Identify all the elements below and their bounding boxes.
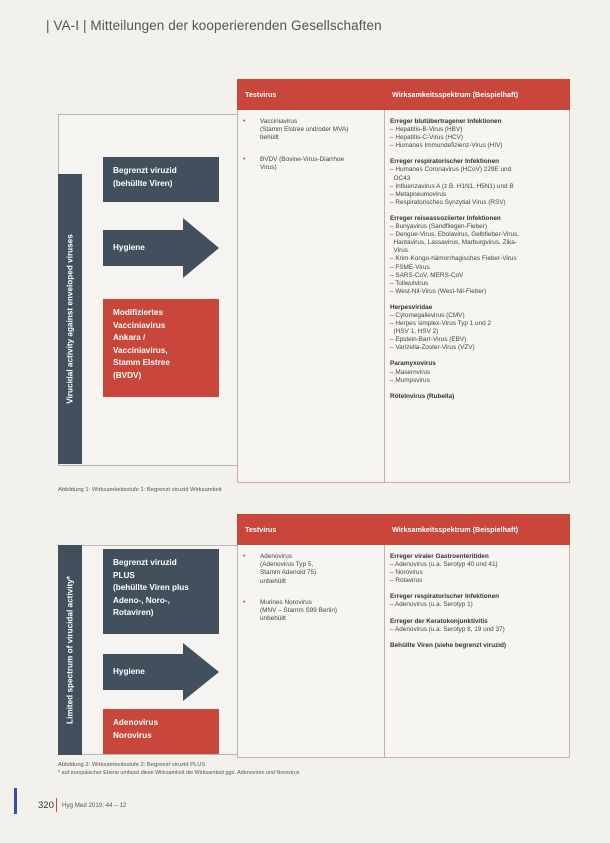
arrow-label: Hygiene <box>113 243 145 252</box>
spectrum-line: – Humanes Immundefizienz-Virus (HIV) <box>390 142 503 150</box>
spectrum-line: – Cytomegalievirus (CMV) <box>390 311 465 319</box>
test-item: • Murines Norovirus (MNV – Stamm S99 Berlin) unbehüllt <box>240 599 382 624</box>
spectrum-line: Hantavirus, Lassavirus, Marburgvirus, Zika- <box>390 239 517 247</box>
spectrum-line: – Dengue-Virus, Ebolavirus, Gelbfieber-Virus, <box>390 231 520 239</box>
spectrum-line: – Adenovirus (u.a. Serotyp 40 und 41) <box>390 561 498 569</box>
spectrum-line: – West-Nil-Virus (West-Nil-Fieber) <box>390 287 487 295</box>
spectrum-group <box>390 360 568 384</box>
spectrum-list <box>390 118 568 409</box>
spectrum-line: – Bunyavirus (Sandfliegen-Fieber) <box>390 223 487 231</box>
spectrum-line: – FSME-Virus <box>390 263 430 271</box>
vertical-label-bar <box>58 174 82 464</box>
spectrum-line: OC43 <box>390 174 411 182</box>
spectrum-group <box>390 642 568 650</box>
spectrum-line: – Adenovirus (u.a. Serotyp 1) <box>390 601 473 609</box>
spectrum-group <box>390 593 568 609</box>
spectrum-group-title: Erreger respiratorischer Infektionen <box>390 593 500 601</box>
spectrum-line: – Hepatitis-B-Virus (HBV) <box>390 126 463 134</box>
spectrum-line: – Metapneumovirus <box>390 190 447 198</box>
spectrum-group <box>390 618 568 634</box>
test-virus-list <box>240 118 382 185</box>
spectrum-line: – Herpes simplex-Virus Typ 1 und 2 <box>390 320 491 328</box>
spectrum-line: – Krim-Kongo-hämorrhagisches Fieber-Virus <box>390 255 517 263</box>
spectrum-line: – Epstein-Barr-Virus (EBV) <box>390 336 467 344</box>
spectrum-group-title: Erreger respiratorischer Infektionen <box>390 158 500 166</box>
spectrum-line: – Mumpsvirus <box>390 376 430 384</box>
spectrum-list <box>390 553 568 658</box>
test-column-header: Testvirus <box>237 79 384 110</box>
footnote: * auf europäischer Ebene umfasst diese Wirksamkeit die Wirksamkeit ggü. Adenoviren und Norovirus <box>58 770 300 776</box>
begrenzt-viruzid-box: Begrenzt viruzid (behüllte Viren) <box>103 157 219 202</box>
hygiene-arrow <box>103 643 219 701</box>
spectrum-line: – Adenovirus (u.a. Serotyp 8, 19 und 37) <box>390 625 505 633</box>
spectrum-group-title: Erreger reiseassoziierter Infektionen <box>390 214 501 222</box>
arrow-label: Hygiene <box>113 667 145 676</box>
test-item: • BVDV (Bovine-Virus-Diarrhoe Virus) <box>240 156 382 172</box>
test-item: • Adenovirus (Adenovirus Typ 5, Stamm Adenoid 75) unbehüllt <box>240 553 382 586</box>
adenovirus-norovirus-box: Adenovirus Norovirus <box>103 709 219 754</box>
begrenzt-viruzid-plus-box: Begrenzt viruzid PLUS (behüllte Viren plus Adeno-, Noro-, Rotaviren) <box>103 549 219 634</box>
spectrum-line: – Norovirus <box>390 569 423 577</box>
spectrum-line: – Respiratorisches Synzytial Virus (RSV) <box>390 198 506 206</box>
spectrum-line: (HSV 1, HSV 2) <box>390 328 439 336</box>
spectrum-line: – Hepatitis-C-Virus (HCV) <box>390 134 464 142</box>
spectrum-line: – Influenzavirus A (z.B. H1N1, H5N1) und B <box>390 182 514 190</box>
spectrum-group <box>390 553 568 585</box>
spectrum-line: – Varizella-Zoster-Virus (VZV) <box>390 344 475 352</box>
spectrum-group-title: Erreger blutübertragener Infektionen <box>390 118 502 125</box>
hygiene-arrow <box>103 218 219 278</box>
spectrum-line: – Masernvirus <box>390 368 431 376</box>
column-divider <box>384 110 385 483</box>
spectrum-line: – SARS-CoV, MERS-CoV <box>390 271 464 279</box>
spectrum-group <box>390 304 568 353</box>
spectrum-group-title: Erreger viraler Gastroenteritiden <box>390 553 489 560</box>
spectrum-column-header: Wirksamkeitsspektrum (Beispielhaft) <box>384 514 570 545</box>
test-virus-list <box>240 553 382 636</box>
figure-caption: Abbildung 1: Wirksamkeitsstufe 1: Begrenzt viruzid Wirksamkeit <box>58 487 222 493</box>
journal-reference: Hyg Med 2019; 44 – 12 <box>62 802 127 809</box>
spectrum-group <box>390 215 568 296</box>
spectrum-group <box>390 393 568 401</box>
spectrum-line: – Tollwutvirus <box>390 279 429 287</box>
page-edge-marker <box>14 788 17 814</box>
vertical-label-bar <box>58 545 82 755</box>
test-column-header: Testvirus <box>237 514 384 545</box>
modifiziertes-vacciniavirus-box: Modifiziertes Vacciniavirus Ankara / Vacciniavirus, Stamm Elstree (BVDV) <box>103 299 219 397</box>
vertical-label: Limited spectrum of virucidal activity* <box>65 576 75 724</box>
vertical-label: Virucidal activity against enveloped viruses <box>65 234 75 404</box>
spectrum-column-header: Wirksamkeitsspektrum (Beispielhaft) <box>384 79 570 110</box>
spectrum-line: Virus <box>390 247 408 255</box>
spectrum-line: – Humanes Coronavirus (HCoV) 229E und <box>390 166 512 174</box>
page-header: | VA-I | Mitteilungen der kooperierenden Gesellschaften <box>46 18 382 33</box>
spectrum-group-title: Rötelnvirus (Rubella) <box>390 392 455 400</box>
spectrum-group-title: Erreger der Keratokonjunktivitis <box>390 617 488 625</box>
test-item: • Vacciniavirus (Stamm Elstree und/oder MVA) behüllt <box>240 118 382 143</box>
spectrum-group <box>390 118 568 150</box>
page-number: 320 <box>38 800 54 811</box>
footer-divider <box>56 798 57 812</box>
figure-caption: Abbildung 2: Wirksamkeitsstufe 2: Begrenzt viruzid PLUS <box>58 762 206 768</box>
spectrum-group <box>390 158 568 207</box>
spectrum-group-title: Behüllte Viren (siehe begrenzt viruzid) <box>390 641 507 649</box>
spectrum-line: – Rotavirus <box>390 577 423 585</box>
spectrum-group-title: Herpesviridae <box>390 303 433 311</box>
column-divider <box>384 545 385 758</box>
spectrum-group-title: Paramyxovirus <box>390 360 436 368</box>
